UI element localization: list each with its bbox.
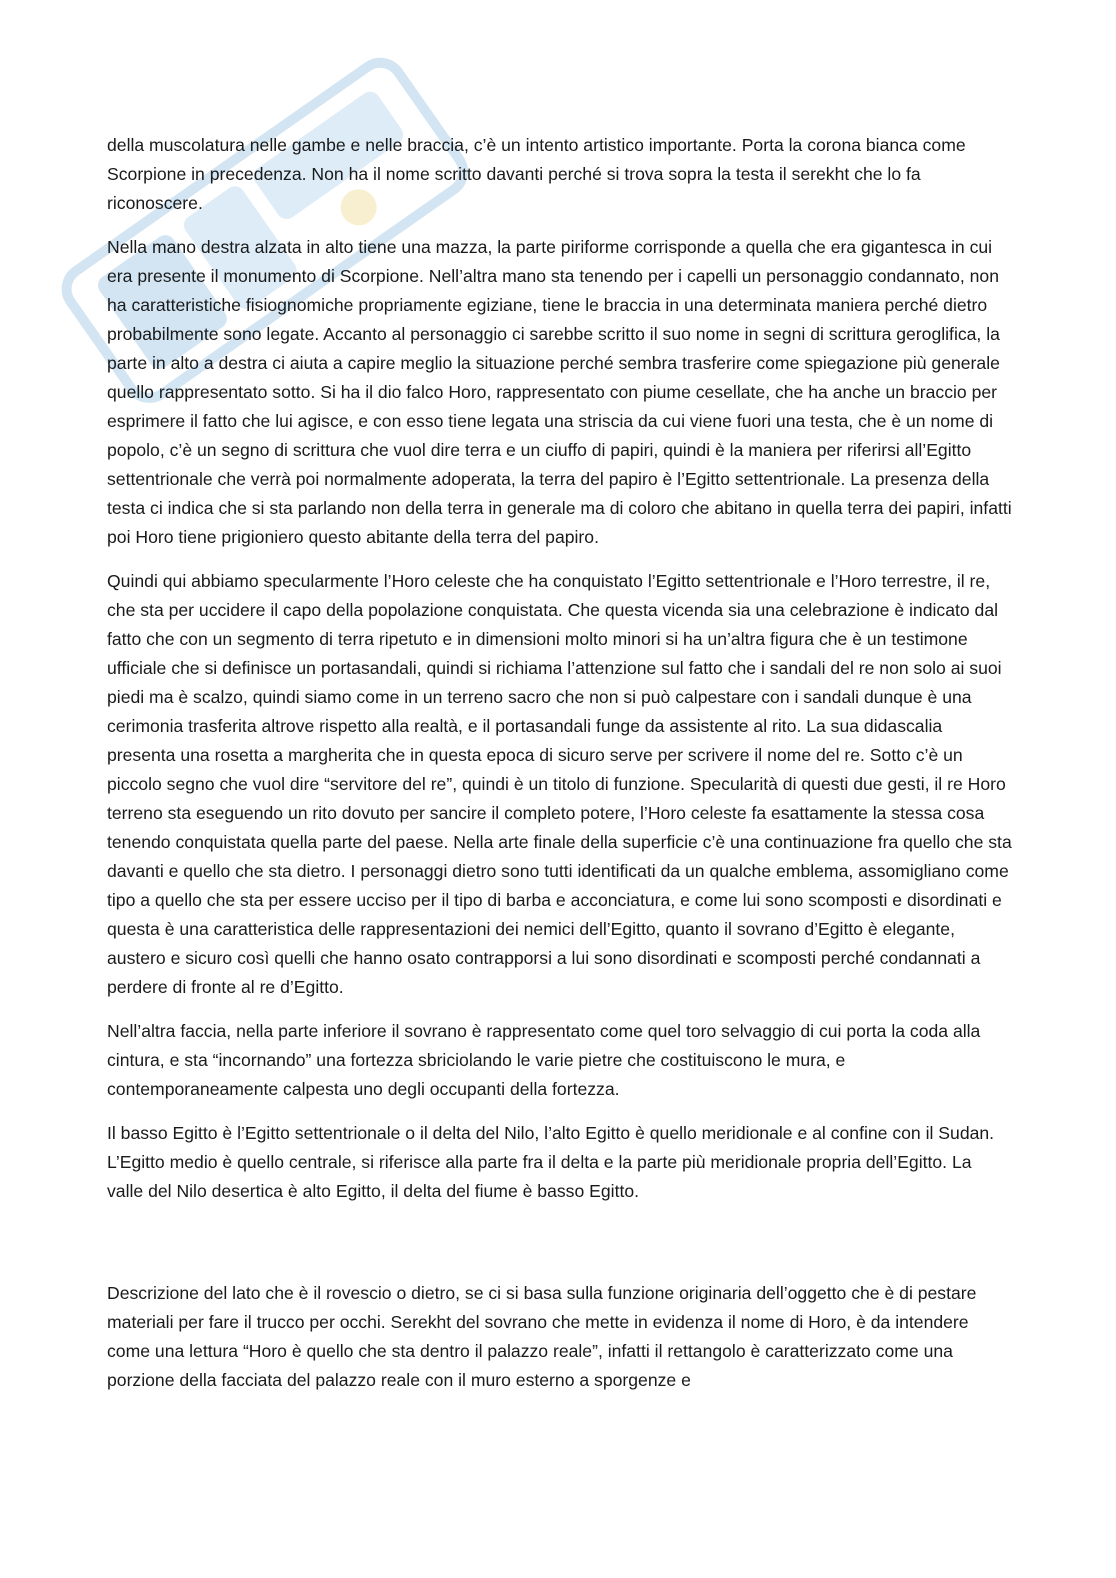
paragraph-6: Descrizione del lato che è il rovescio o dietro, se ci si basa sulla funzione originaria dell’oggetto che è di pestare materiali per fare il trucco per occhi. Serekht del sovrano che mette in evidenza il nome di Horo, è da intendere come una lettura “Horo è quello che sta dentro il palazzo reale”, infatti il rettangolo è caratterizzato come una porzione della facciata del palazzo reale con il muro esterno a sporgenze e [107, 1283, 977, 1390]
paragraph-4: Nell’altra faccia, nella parte inferiore il sovrano è rappresentato come quel toro selvaggio di cui porta la coda alla cintura, e sta “incornando” una fortezza sbriciolando le varie pietre che costituiscono le mura, e contemporaneamente calpesta uno degli occupanti della fortezza. [107, 1021, 981, 1099]
paragraph-1: della muscolatura nelle gambe e nelle braccia, c’è un intento artistico importante. Porta la corona bianca come Scorpione in precedenza. Non ha il nome scritto davanti perché si trova sopra la testa il serekht che lo fa riconoscere. [107, 135, 966, 213]
section-spacer [107, 1206, 1012, 1279]
paragraph-spacer [107, 1002, 1012, 1017]
paragraph-5: Il basso Egitto è l’Egitto settentrionale o il delta del Nilo, l’alto Egitto è quello meridionale e al confine con il Sudan. L’Egitto medio è quello centrale, si riferisce alla parte fra il delta e la parte più meridionale propria dell’Egitto. La valle del Nilo desertica è alto Egitto, il delta del fiume è basso Egitto. [107, 1123, 995, 1201]
paragraph-spacer [107, 218, 1012, 233]
paragraph-spacer [107, 552, 1012, 567]
paragraph-2: Nella mano destra alzata in alto tiene una mazza, la parte piriforme corrisponde a quella che era gigantesca in cui era presente il monumento di Scorpione. Nell’altra mano sta tenendo per i capelli un personaggio condannato, non ha caratteristiche fisiognomiche propriamente egiziane, tiene le braccia in una determinata maniera perché dietro probabilmente sono legate. Accanto al personaggio ci sarebbe scritto il suo nome in segni di scrittura geroglifica, la parte in alto a destra ci aiuta a capire meglio la situazione perché sembra trasferire come spiegazione più generale quello rappresentato sotto. Si ha il dio falco Horo, rappresentato con piume cesellate, che ha anche un braccio per esprimere il fatto che lui agisce, e con esso tiene legata una striscia da cui viene fuori una testa, che è un nome di popolo, c’è un segno di scrittura che vuol dire terra e un ciuffo di papiri, quindi è la maniera per riferirsi all’Egitto settentrionale che verrà poi normalmente adoperata, la terra del papiro è l’Egitto settentrionale. La presenza della testa ci indica che si sta parlando non della terra in generale ma di coloro che abitano in quella terra dei papiri, infatti poi Horo tiene prigioniero questo abitante della terra del papiro. [107, 237, 1012, 547]
paragraph-spacer [107, 1104, 1012, 1119]
paragraph-3: Quindi qui abbiamo specularmente l’Horo celeste che ha conquistato l’Egitto settentrionale e l’Horo terrestre, il re, che sta per uccidere il capo della popolazione conquistata. Che questa vicenda sia una celebrazione è indicato dal fatto che con un segmento di terra ripetuto e in dimensioni molto minori si ha un’altra figura che è un testimone ufficiale che si definisce un portasandali, quindi si richiama l’attenzione sul fatto che i sandali del re non solo ai suoi piedi ma è scalzo, quindi siamo come in un terreno sacro che non si può calpestare con i sandali dunque è una cerimonia trasferita altrove rispetto alla realtà, e il portasandali funge da assistente al rito. La sua didascalia presenta una rosetta a margherita che in questa epoca di sicuro serve per scrivere il nome del re. Sotto c’è un piccolo segno che vuol dire “servitore del re”, quindi è un titolo di funzione. Specularità di questi due gesti, il re Horo terreno sta eseguendo un rito dovuto per sancire il completo potere, l’Horo celeste fa esattamente la stessa cosa tenendo conquistata quella parte del paese. Nella arte finale della superficie c’è una continuazione fra quello che sta davanti e quello che sta dietro. I personaggi dietro sono tutti identificati da un qualche emblema, assomigliano come tipo a quello che sta per essere ucciso per il tipo di barba e acconciatura, e come lui sono scomposti e disordinati e questa è una caratteristica delle rappresentazioni dei nemici dell’Egitto, quanto il sovrano d’Egitto è elegante, austero e sicuro così quelli che hanno osato contrapporsi a lui sono disordinati e scomposti perché condannati a perdere di fronte al re d’Egitto. [107, 571, 1012, 997]
document-page [107, 131, 1012, 1395]
